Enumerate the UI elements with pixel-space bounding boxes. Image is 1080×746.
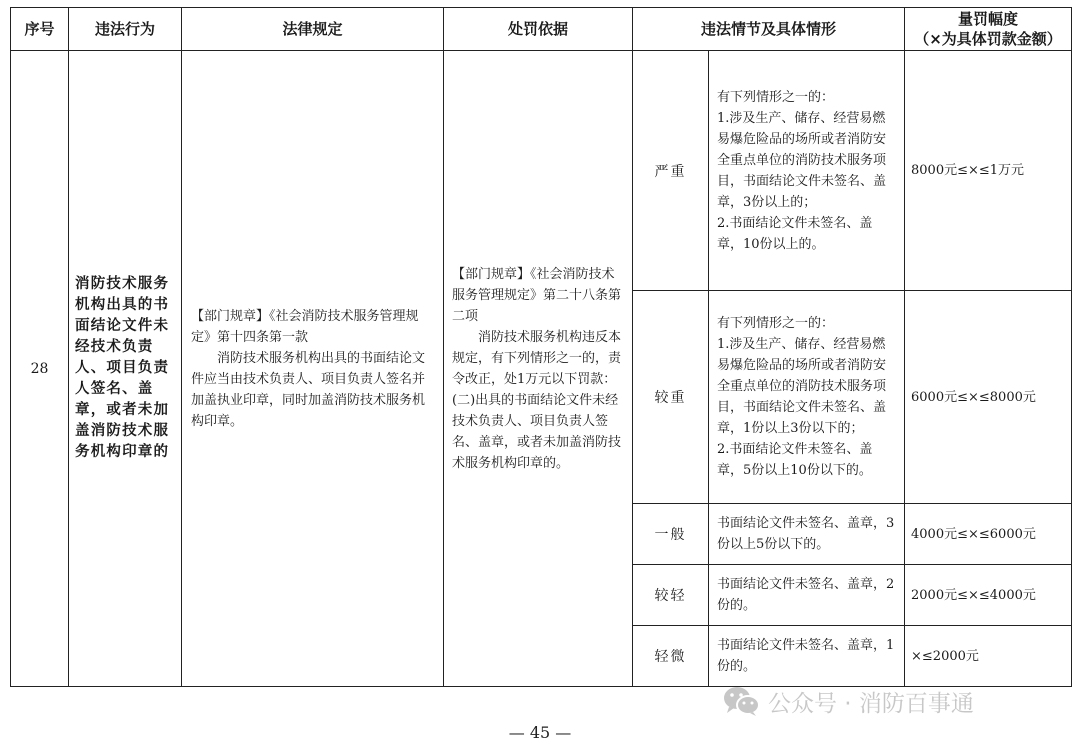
header-basis: 处罚依据	[444, 8, 633, 51]
detail-line: 1.涉及生产、储存、经营易燃易爆危险品的场所或者消防安全重点单位的消防技术服务项目，书面结论文件未签名、盖章，1份以上3份以下的；	[717, 337, 887, 436]
range-minor: ×≤2000元	[905, 626, 1072, 687]
basis-text: 消防技术服务机构违反本规定，有下列情形之一的，责令改正，处1万元以下罚款：(二)出具的书面结论文件未经技术负责人、项目负责人签名、盖章，或者未加盖消防技术服务机构印章的。	[452, 329, 622, 471]
detail-line: 有下列情形之一的：	[717, 89, 835, 105]
level-severe: 严重	[633, 51, 709, 291]
detail-line: 2.书面结论文件未签名、盖章，10份以上的。	[717, 215, 873, 252]
header-range-line1: 量罚幅度	[958, 10, 1019, 28]
seq-cell: 28	[11, 51, 69, 687]
detail-general: 书面结论文件未签名、盖章，3份以上5份以下的。	[709, 504, 905, 565]
level-minor: 轻微	[633, 626, 709, 687]
penalty-table	[10, 7, 1072, 687]
range-serious: 6000元≤×≤8000元	[905, 291, 1072, 504]
level-serious: 较重	[633, 291, 709, 504]
violation-cell: 消防技术服务机构出具的书面结论文件未经技术负责人、项目负责人签名、盖章，或者未加盖消防技术服务机构印章的	[69, 51, 182, 687]
table-row	[11, 51, 1072, 291]
wechat-icon	[722, 684, 760, 718]
header-range-line2: （×为具体罚款金额）	[914, 30, 1062, 48]
law-title: 【部门规章】《社会消防技术服务管理规定》第十四条第一款	[191, 308, 419, 345]
range-light: 2000元≤×≤4000元	[905, 565, 1072, 626]
basis-title: 【部门规章】《社会消防技术服务管理规定》第二十八条第二项	[452, 266, 622, 324]
detail-line: 有下列情形之一的：	[717, 316, 835, 331]
detail-minor: 书面结论文件未签名、盖章，1份的。	[709, 626, 905, 687]
detail-serious	[709, 291, 905, 504]
level-general: 一般	[633, 504, 709, 565]
detail-line: 2.书面结论文件未签名、盖章，5份以上10份以下的。	[717, 442, 873, 478]
header-seq: 序号	[11, 8, 69, 51]
range-general: 4000元≤×≤6000元	[905, 504, 1072, 565]
law-text: 消防技术服务机构出具的书面结论文件应当由技术负责人、项目负责人签名并加盖执业印章，同时加盖消防技术服务机构印章。	[191, 350, 426, 429]
range-severe: 8000元≤×≤1万元	[905, 51, 1072, 291]
law-cell	[182, 51, 444, 687]
watermark-text: 公众号 · 消防百事通	[768, 690, 974, 717]
basis-cell	[444, 51, 633, 687]
watermark	[722, 684, 974, 718]
detail-light: 书面结论文件未签名、盖章，2份的。	[709, 565, 905, 626]
page-number: — 45 —	[508, 723, 572, 742]
header-range	[905, 8, 1072, 51]
header-violation: 违法行为	[69, 8, 182, 51]
header-circumstance: 违法情节及具体情形	[633, 8, 905, 51]
header-row	[11, 8, 1072, 51]
header-law: 法律规定	[182, 8, 444, 51]
detail-severe	[709, 51, 905, 291]
level-light: 较轻	[633, 565, 709, 626]
detail-line: 1.涉及生产、储存、经营易燃易爆危险品的场所或者消防安全重点单位的消防技术服务项目，书面结论文件未签名、盖章，3份以上的；	[717, 110, 887, 210]
